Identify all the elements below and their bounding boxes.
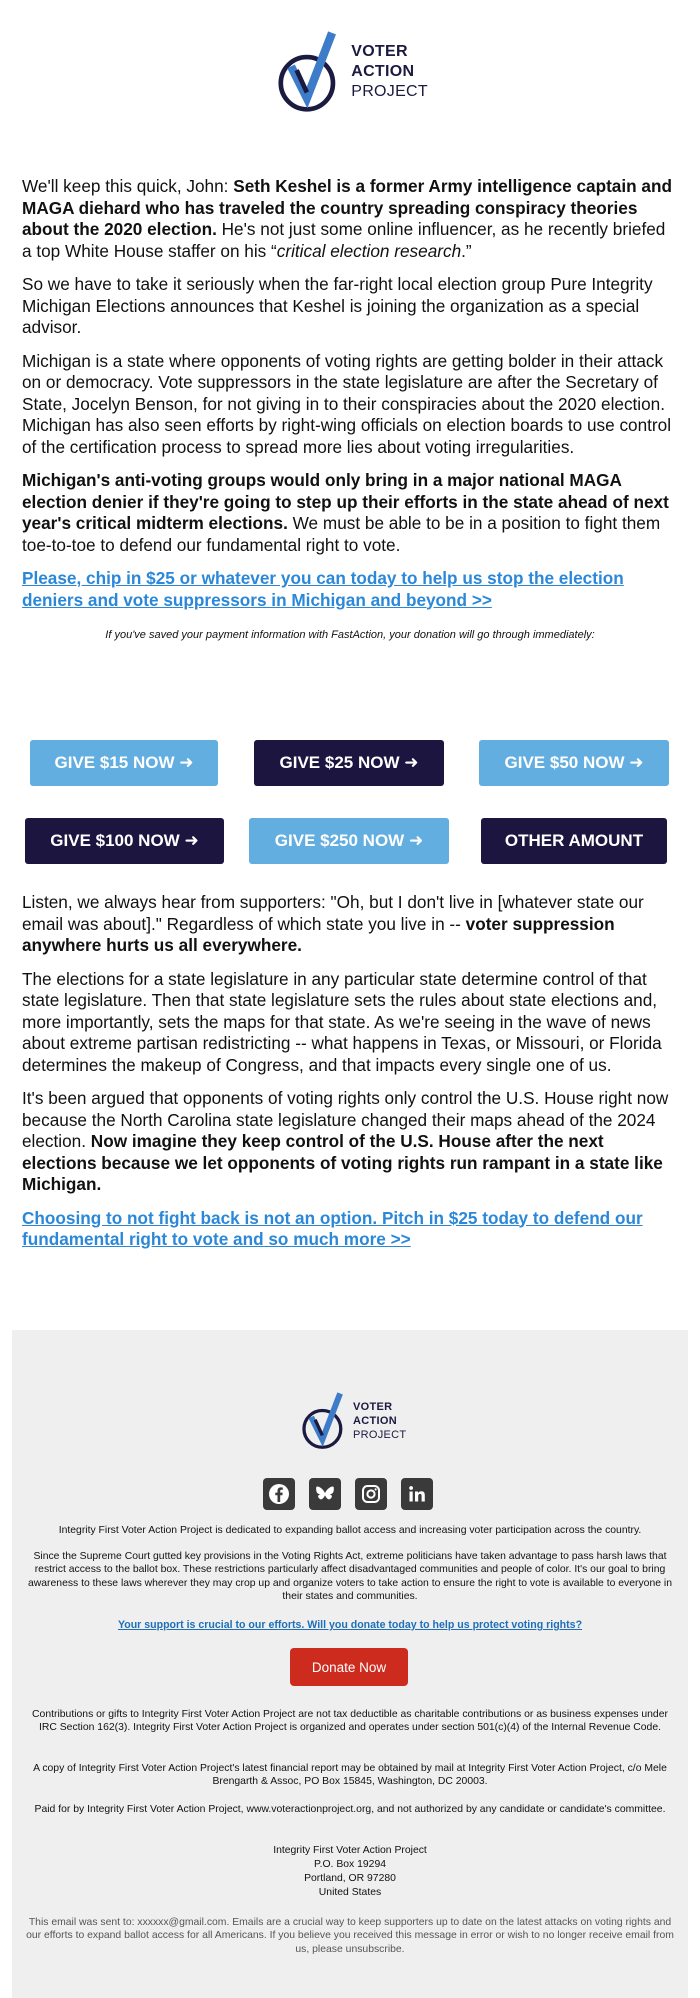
bluesky-icon[interactable]: [309, 1478, 341, 1510]
p1-intro: We'll keep this quick, John:: [22, 176, 234, 196]
linkedin-icon[interactable]: [401, 1478, 433, 1510]
footer-logo-line-1: VOTER: [353, 1401, 393, 1413]
footer-mission: Integrity First Voter Action Project is dedicated to expanding ballot access and increasing voter participation across the country.: [58, 1525, 642, 1536]
footer-paid-for: Paid for by Integrity First Voter Action Project, www.voteractionproject.org, and not authorized by any candidate or candidate's committee.: [34, 1804, 666, 1815]
paragraph-6: The elections for a state legislature in any particular state determine control of that state legislature. Then that state legislature sets the rules about state elections and, more importantly, sets the maps for that state. As we're seeing in the wave of news about extreme partisan redistricting -- what happens in Texas, or Missouri, or Florida determines the makeup of Congress, and that impacts every single one of us.: [22, 968, 662, 1075]
footer-support-link[interactable]: Your support is crucial to our efforts. Will you donate today to help us protect voting rights?: [117, 1619, 583, 1631]
p4-bold: Michigan's anti-voting groups would only bring in a major national MAGA election denier if they're going to step up their efforts in the state ahead of next year's critical midterm elections.: [22, 470, 669, 533]
instagram-icon[interactable]: [355, 1478, 387, 1510]
give-50-button[interactable]: GIVE $50 NOW ➜: [479, 740, 669, 786]
p5-bold: voter suppression anywhere hurts us all everywhere.: [22, 913, 615, 955]
logo-line-1: VOTER: [351, 43, 408, 60]
logo-line-2: ACTION: [351, 63, 415, 80]
p1-bold: Seth Keshel is a former Army intelligence captain and MAGA diehard who has traveled the country spreading conspiracy theories about the 2020 election.: [22, 176, 672, 239]
checkmark-logo-icon: [278, 26, 343, 118]
give-100-button[interactable]: GIVE $100 NOW ➜: [25, 818, 224, 864]
donate-now-button[interactable]: Donate Now: [290, 1648, 408, 1686]
p4-text: We must be able to be in a position to fight them toe-to-toe to defend our fundamental right to vote.: [22, 513, 661, 555]
footer-logo-line-3: PROJECT: [353, 1429, 407, 1441]
facebook-icon[interactable]: [263, 1478, 295, 1510]
footer-unsubscribe-note: This email was sent to: xxxxxx@gmail.com. Emails are a crucial way to keep supporters up to date on the latest attacks on voting rights and our efforts to expand ballot access for all Americans. If you believe you received this message in error or wish to no longer receive email from us, please unsubscribe.: [26, 1917, 674, 1955]
footer-logo-wordmark: [353, 1400, 406, 1442]
footer-address-line-1: Integrity First Voter Action Project: [273, 1845, 427, 1856]
email-body-continued: [22, 892, 678, 1263]
give-15-button[interactable]: GIVE $15 NOW ➜: [30, 740, 218, 786]
give-25-button[interactable]: GIVE $25 NOW ➜: [254, 740, 444, 786]
fastaction-note: If you've saved your payment information with FastAction, your donation will go through immediately:: [105, 629, 595, 641]
footer: [12, 1330, 688, 1998]
footer-supreme-court: Since the Supreme Court gutted key provisions in the Voting Rights Act, extreme politicians have taken advantage to pass harsh laws that restrict access to the ballot box. These restrictions particularly affect disadvantaged communities and people of color. It's our goal to bring awareness to these laws wherever they may crop up and organize voters to take action to ensure the right to vote is available to everyone in their states and communities.: [27, 1551, 672, 1603]
donate-link-defend[interactable]: Choosing to not fight back is not an option. Pitch in $25 today to defend our fundamental right to vote and so much more >>: [22, 1207, 643, 1249]
footer-financial-report: A copy of Integrity First Voter Action Project's latest financial report may be obtained by mail at Integrity First Voter Action Project, c/o Mele Brengarth & Assoc, PO Box 15845, Washington, DC 20003.: [33, 1763, 667, 1788]
p7-bold: Now imagine they keep control of the U.S. House after the next elections because we let opponents of voting rights run rampant in a state like Michigan.: [22, 1131, 663, 1194]
paragraph-1: [22, 176, 678, 262]
checkmark-logo-icon: [302, 1390, 348, 1452]
paragraph-5: [22, 892, 678, 957]
paragraph-7: [22, 1088, 678, 1196]
header-logo[interactable]: [278, 26, 428, 118]
footer-tax-note: Contributions or gifts to Integrity First Voter Action Project are not tax deductible as charitable contributions or as business expenses under IRC Section 162(3). Integrity First Voter Action Project is organized and operates under section 501(c)(4) of the Internal Revenue Code.: [32, 1709, 668, 1734]
p1-text: He's not just some online influencer, as he recently briefed a top White House staffer on his “: [22, 219, 666, 261]
footer-address-line-2: P.O. Box 19294: [313, 1859, 387, 1870]
paragraph-2: So we have to take it seriously when the far-right local election group Pure Integrity Michigan Elections announces that Keshel is joining the organization as a special advisor.: [22, 274, 653, 337]
give-250-button[interactable]: GIVE $250 NOW ➜: [249, 818, 449, 864]
footer-logo-line-2: ACTION: [353, 1415, 397, 1427]
p5-text: Listen, we always hear from supporters: "Oh, but I don't live in [whatever state our email was about]." Regardless of which state you live in --: [22, 892, 644, 934]
other-amount-button[interactable]: OTHER AMOUNT: [481, 818, 667, 864]
footer-logo[interactable]: [302, 1390, 412, 1452]
email-body: [22, 176, 678, 641]
paragraph-4: [22, 470, 678, 556]
paragraph-3: Michigan is a state where opponents of voting rights are getting bolder in their attack on or democracy. Vote suppressors in the state legislature are after the Secretary of State, Jocelyn Benson, for not giving in to their conspiracies about the 2020 election. Michigan has also seen efforts by right-wing officials on election boards to use control of the certification process to spread more lies about voting irregularities.: [22, 350, 672, 457]
footer-address-line-3: Portland, OR 97280: [304, 1873, 396, 1884]
p1-end: .”: [461, 240, 472, 261]
donate-link-michigan[interactable]: Please, chip in $25 or whatever you can today to help us stop the election deniers and vote suppressors in Michigan and beyond >>: [22, 568, 624, 610]
social-links: [263, 1478, 433, 1510]
logo-line-3: PROJECT: [351, 83, 428, 100]
p7-text: It's been argued that opponents of voting rights only control the U.S. House right now because the North Carolina state legislature changed their maps ahead of the 2024 election.: [22, 1088, 669, 1151]
footer-address-line-4: United States: [318, 1887, 382, 1898]
p1-italic: critical election research: [276, 240, 462, 261]
logo-wordmark: [351, 42, 428, 102]
